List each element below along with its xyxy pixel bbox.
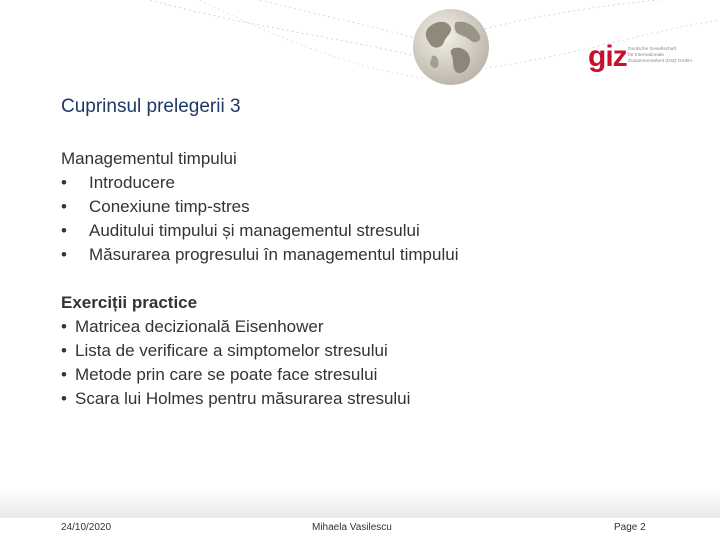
bullet: • [61, 389, 67, 408]
bullet: • [61, 173, 67, 192]
section-heading: Managementul timpului [61, 149, 237, 168]
section-time-management [61, 147, 458, 267]
footer-author: Mihaela Vasilescu [312, 522, 392, 533]
bullet: • [61, 221, 67, 240]
list-item-text: Auditului timpului și managementul stresului [89, 221, 420, 240]
list-item-text: Măsurarea progresului în managementul timpului [89, 245, 459, 264]
list-item [61, 171, 458, 195]
list-item [61, 243, 458, 267]
giz-logo-line: Zusammenarbeit (GIZ) GmbH [628, 59, 692, 64]
section-practical-exercises [61, 291, 410, 411]
bullet: • [61, 197, 67, 216]
list-item-text: Introducere [89, 173, 175, 192]
bullet: • [61, 245, 67, 264]
bullet: • [61, 365, 67, 384]
slide-title: Cuprinsul prelegerii 3 [61, 96, 241, 117]
list-item-text: Conexiune timp-stres [89, 197, 250, 216]
bullet: • [61, 341, 67, 360]
list-item [61, 339, 410, 363]
list-item [61, 315, 410, 339]
list-item-text: Lista de verificare a simptomelor stresului [75, 341, 388, 360]
giz-logo-line: für Internationale [628, 53, 665, 58]
list-item-text: Matricea decizională Eisenhower [75, 317, 324, 336]
bullet: • [61, 317, 67, 336]
list-item-text: Scara lui Holmes pentru măsurarea stresului [75, 389, 411, 408]
footer-date: 24/10/2020 [61, 522, 112, 533]
footer-page-number: Page 2 [614, 522, 646, 533]
section-heading: Exerciții practice [61, 293, 198, 312]
list-item [61, 363, 410, 387]
list-item [61, 195, 458, 219]
list-item-text: Metode prin care se poate face stresului [75, 365, 378, 384]
list-item [61, 219, 458, 243]
globe-icon [410, 6, 492, 88]
giz-logo-mark: giz [588, 40, 627, 73]
giz-logo-line: Deutsche Gesellschaft [628, 47, 676, 52]
list-item [61, 387, 410, 411]
giz-logo-text [628, 47, 708, 65]
footer-band [0, 488, 720, 518]
